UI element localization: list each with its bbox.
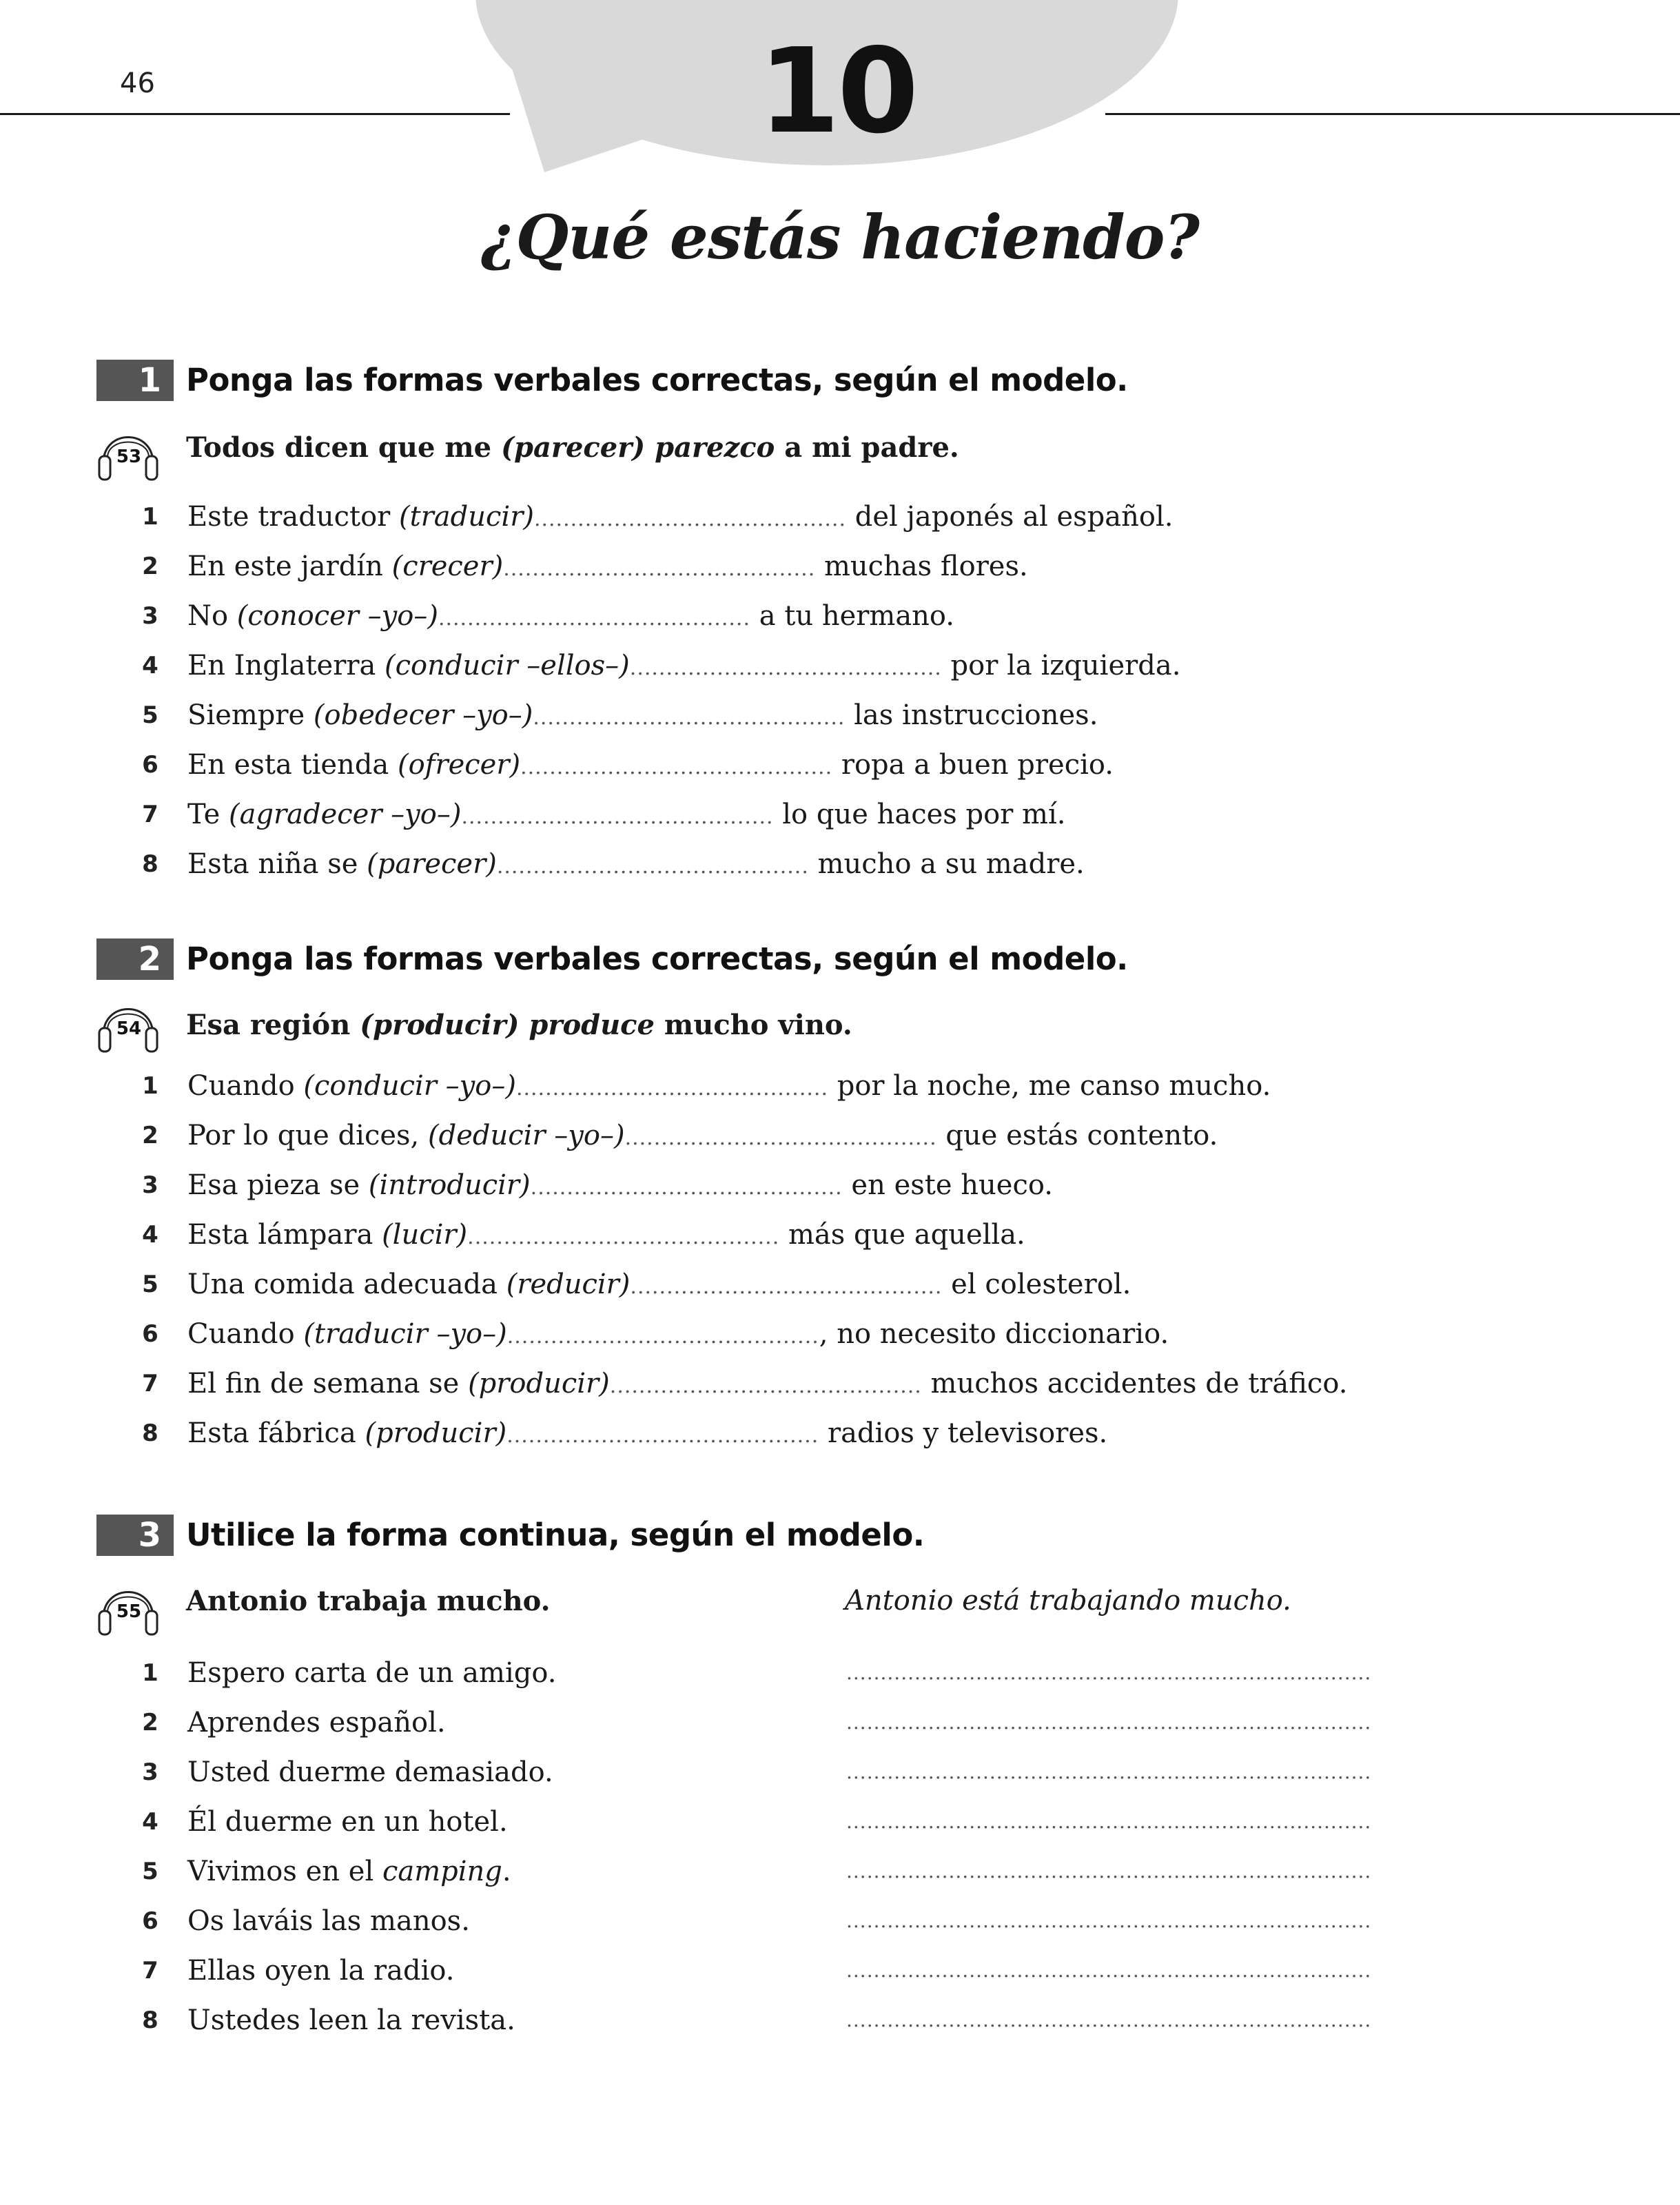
- item-sentence: [187, 645, 1180, 689]
- item-number: 3: [142, 1758, 158, 1786]
- sentence-start: Esta fábrica: [187, 1417, 365, 1449]
- list-item: [0, 1950, 1680, 1991]
- verb-hint: (deducir –yo–): [427, 1120, 625, 1151]
- exercise-instruction: Ponga las formas verbales correctas, según el modelo.: [186, 362, 1128, 398]
- item-number: 1: [142, 1072, 158, 1100]
- list-item: [0, 1313, 1680, 1355]
- model-answer: Antonio está trabajando mucho.: [845, 1585, 1291, 1617]
- answer-blank[interactable]: ...........................................: [533, 507, 846, 531]
- sentence-end: en este hueco.: [842, 1169, 1053, 1201]
- model-sentence: Todos dicen que me (parecer) parezco a mi padre.: [186, 431, 959, 464]
- exercise-number: 1: [96, 360, 174, 401]
- list-item: [0, 1065, 1680, 1107]
- answer-blank[interactable]: ...........................................: [629, 656, 942, 680]
- item-number: 8: [142, 2007, 158, 2034]
- item-number: 2: [142, 1709, 158, 1736]
- item-sentence: [187, 1165, 1053, 1209]
- item-sentence: [187, 496, 1173, 540]
- verb-hint: (traducir): [399, 501, 534, 533]
- sentence-text: Usted duerme demasiado.: [187, 1756, 553, 1788]
- answer-blank[interactable]: ...........................................: [438, 606, 750, 630]
- sentence-text: Ustedes leen la revista.: [187, 2004, 515, 2036]
- audio-headphones-icon[interactable]: [95, 995, 161, 1056]
- item-number: 6: [142, 1320, 158, 1348]
- list-item: [0, 1264, 1680, 1305]
- answer-blank[interactable]: ...........................................: [506, 1324, 819, 1348]
- item-sentence: [187, 1413, 1107, 1457]
- sentence-start: Te: [187, 799, 229, 830]
- exercise-number: 3: [96, 1515, 174, 1556]
- item-sentence: [187, 1313, 1169, 1357]
- verb-hint: (producir): [468, 1368, 610, 1399]
- sentence-start: Esta niña se: [187, 848, 367, 880]
- list-item: [0, 1165, 1680, 1206]
- sentence-end: .: [502, 1856, 511, 1887]
- sentence-start: No: [187, 600, 237, 632]
- sentence-end: a tu hermano.: [750, 600, 955, 632]
- exercise-number: 2: [96, 939, 174, 980]
- item-sentence: [187, 794, 1065, 838]
- list-item: [0, 1413, 1680, 1454]
- item-number: 3: [142, 1171, 158, 1199]
- sentence-end: el colesterol.: [942, 1269, 1131, 1300]
- answer-blank[interactable]: .............................................................................: [846, 1959, 1372, 1982]
- sentence-end: radios y televisores.: [819, 1417, 1108, 1449]
- answer-blank[interactable]: ...........................................: [530, 1176, 843, 1200]
- verb-hint: (producir): [365, 1417, 507, 1449]
- verb-hint: (obedecer –yo–): [313, 699, 533, 731]
- item-number: 7: [142, 801, 158, 828]
- list-item: [0, 1702, 1680, 1743]
- sentence-emphasis: camping: [382, 1856, 502, 1887]
- item-number: 5: [142, 701, 158, 729]
- sentence-end: muchas flores.: [815, 551, 1028, 582]
- list-item: [0, 546, 1680, 587]
- item-number: 6: [142, 1907, 158, 1935]
- item-number: 2: [142, 1122, 158, 1149]
- item-sentence: [187, 1363, 1347, 1407]
- item-number: 8: [142, 1419, 158, 1447]
- audio-headphones-icon[interactable]: [95, 1578, 161, 1639]
- item-number: 4: [142, 652, 158, 679]
- answer-blank[interactable]: .............................................................................: [846, 1860, 1372, 1883]
- item-sentence: [187, 1065, 1271, 1109]
- answer-blank[interactable]: .............................................................................: [846, 1909, 1372, 1932]
- audio-track-number: 55: [116, 1601, 142, 1622]
- list-item: [0, 794, 1680, 835]
- answer-blank[interactable]: .............................................................................: [846, 1661, 1372, 1684]
- sentence-start: Siempre: [187, 699, 314, 731]
- item-sentence: [187, 1652, 556, 1694]
- item-sentence: [187, 595, 954, 639]
- sentence-start: Cuando: [187, 1070, 304, 1102]
- item-sentence: [187, 1752, 553, 1793]
- sentence-end: del japonés al español.: [846, 501, 1174, 533]
- audio-track-number: 53: [116, 447, 142, 467]
- item-number: 4: [142, 1808, 158, 1836]
- verb-hint: (agradecer –yo–): [228, 799, 462, 830]
- list-item: [0, 496, 1680, 537]
- answer-blank[interactable]: ...........................................: [467, 1225, 780, 1249]
- answer-blank[interactable]: ...........................................: [609, 1374, 922, 1398]
- header-rule-right: [1105, 113, 1680, 115]
- item-sentence: [187, 1214, 1025, 1258]
- sentence-start: En Inglaterra: [187, 650, 385, 681]
- item-number: 1: [142, 1659, 158, 1687]
- sentence-start: En este jardín: [187, 551, 392, 582]
- item-sentence: [187, 695, 1098, 739]
- sentence-text: Os laváis las manos.: [187, 1905, 470, 1937]
- item-sentence: [187, 1264, 1131, 1308]
- sentence-end: ropa a buen precio.: [832, 749, 1114, 781]
- answer-blank[interactable]: ...........................................: [515, 1076, 828, 1100]
- item-sentence: [187, 1900, 470, 1942]
- item-number: 7: [142, 1957, 158, 1984]
- answer-blank[interactable]: .............................................................................: [846, 1810, 1372, 1833]
- list-item: [0, 1652, 1680, 1694]
- sentence-start: Esa pieza se: [187, 1169, 369, 1201]
- sentence-start: Esta lámpara: [187, 1219, 382, 1251]
- sentence-text: Vivimos en el: [187, 1856, 382, 1887]
- list-item: [0, 744, 1680, 786]
- item-sentence: [187, 1801, 508, 1843]
- sentence-text: Él duerme en un hotel.: [187, 1806, 508, 1838]
- item-sentence: [187, 1115, 1218, 1159]
- sentence-text: Aprendes español.: [187, 1707, 446, 1739]
- sentence-end: muchos accidentes de tráfico.: [921, 1368, 1348, 1399]
- item-sentence: [187, 843, 1085, 888]
- item-sentence: [187, 1950, 455, 1991]
- sentence-text: Ellas oyen la radio.: [187, 1955, 455, 1987]
- sentence-start: El fin de semana se: [187, 1368, 469, 1399]
- list-item: [0, 843, 1680, 885]
- list-item: [0, 1851, 1680, 1892]
- audio-headphones-icon[interactable]: [95, 423, 161, 484]
- verb-hint: (introducir): [368, 1169, 531, 1201]
- unit-title: ¿Qué estás haciendo?: [481, 201, 1199, 273]
- exercise-instruction: Ponga las formas verbales correctas, según el modelo.: [186, 941, 1128, 977]
- list-item: [0, 1752, 1680, 1793]
- answer-blank[interactable]: ...........................................: [461, 805, 774, 829]
- item-number: 3: [142, 602, 158, 630]
- verb-hint: (conducir –ellos–): [385, 650, 630, 681]
- verb-hint: (crecer): [391, 551, 504, 582]
- answer-blank[interactable]: ...........................................: [624, 1126, 937, 1150]
- verb-hint: (conocer –yo–): [236, 600, 438, 632]
- sentence-end: lo que haces por mí.: [773, 799, 1066, 830]
- list-item: [0, 695, 1680, 736]
- item-number: 6: [142, 751, 158, 779]
- list-item: [0, 2000, 1680, 2041]
- sentence-end: , no necesito diccionario.: [819, 1318, 1169, 1350]
- list-item: [0, 645, 1680, 686]
- list-item: [0, 1214, 1680, 1255]
- sentence-text: Espero carta de un amigo.: [187, 1657, 557, 1689]
- sentence-end: más que aquella.: [779, 1219, 1025, 1251]
- answer-blank[interactable]: ...........................................: [496, 854, 809, 879]
- sentence-end: que estás contento.: [936, 1120, 1218, 1151]
- audio-track-number: 54: [116, 1018, 142, 1039]
- sentence-end: por la noche, me canso mucho.: [828, 1070, 1271, 1102]
- sentence-start: Una comida adecuada: [187, 1269, 506, 1300]
- item-sentence: [187, 1702, 446, 1743]
- item-sentence: [187, 2000, 515, 2041]
- list-item: [0, 1363, 1680, 1404]
- item-number: 8: [142, 850, 158, 878]
- model-sentence: Esa región (producir) produce mucho vino.: [186, 1009, 852, 1041]
- item-sentence: [187, 744, 1114, 788]
- answer-blank[interactable]: ...........................................: [506, 1424, 819, 1448]
- item-sentence: [187, 546, 1028, 590]
- header-rule-left: [0, 113, 510, 115]
- answer-blank[interactable]: .............................................................................: [846, 2009, 1372, 2031]
- exercise-instruction: Utilice la forma continua, según el modelo.: [186, 1517, 925, 1553]
- sentence-start: Cuando: [187, 1318, 304, 1350]
- answer-blank[interactable]: ...........................................: [533, 706, 846, 730]
- answer-blank[interactable]: .............................................................................: [846, 1711, 1372, 1734]
- answer-blank[interactable]: ...........................................: [520, 755, 833, 779]
- unit-number: 10: [758, 23, 916, 160]
- sentence-start: Por lo que dices,: [187, 1120, 428, 1151]
- verb-hint: (conducir –yo–): [303, 1070, 516, 1102]
- item-number: 1: [142, 503, 158, 531]
- verb-hint: (lucir): [382, 1219, 468, 1251]
- sentence-end: las instrucciones.: [845, 699, 1098, 731]
- item-number: 5: [142, 1858, 158, 1885]
- item-number: 7: [142, 1370, 158, 1397]
- answer-blank[interactable]: .............................................................................: [846, 1761, 1372, 1783]
- verb-hint: (traducir –yo–): [303, 1318, 507, 1350]
- item-sentence: [187, 1851, 511, 1892]
- page-number: 46: [120, 68, 155, 99]
- sentence-end: por la izquierda.: [941, 650, 1181, 681]
- sentence-end: mucho a su madre.: [808, 848, 1085, 880]
- sentence-start: En esta tienda: [187, 749, 398, 781]
- verb-hint: (parecer): [367, 848, 497, 880]
- list-item: [0, 1115, 1680, 1156]
- verb-hint: (ofrecer): [397, 749, 521, 781]
- list-item: [0, 595, 1680, 637]
- list-item: [0, 1900, 1680, 1942]
- verb-hint: (reducir): [506, 1269, 631, 1300]
- model-prompt: Antonio trabaja mucho.: [186, 1585, 551, 1617]
- list-item: [0, 1801, 1680, 1843]
- answer-blank[interactable]: ...........................................: [503, 557, 816, 581]
- sentence-start: Este traductor: [187, 501, 399, 533]
- item-number: 5: [142, 1271, 158, 1298]
- item-number: 2: [142, 553, 158, 580]
- item-number: 4: [142, 1221, 158, 1249]
- answer-blank[interactable]: ...........................................: [630, 1275, 943, 1299]
